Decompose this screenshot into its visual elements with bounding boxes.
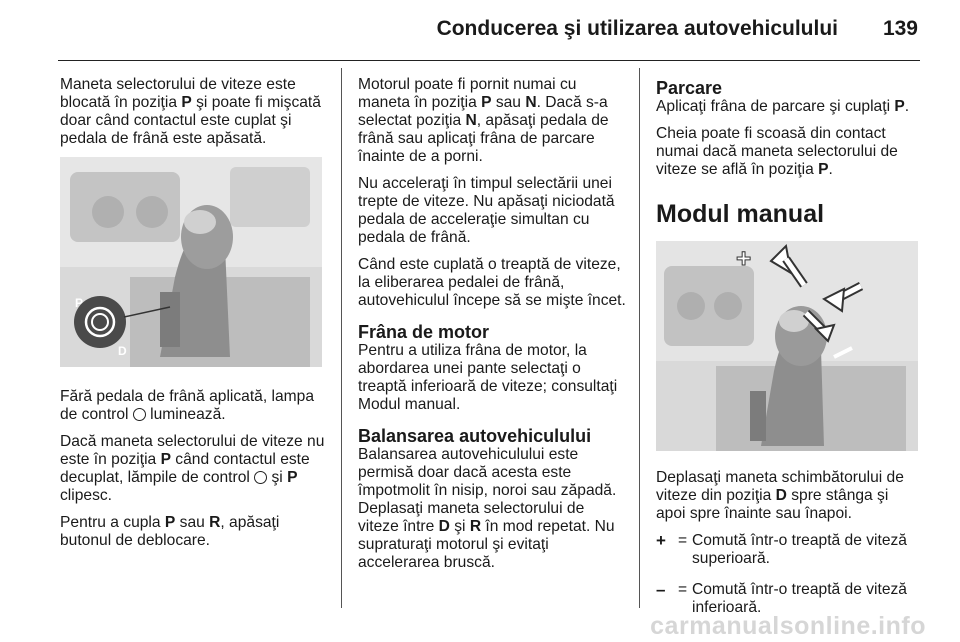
brake-warning-icon [254,471,267,484]
paragraph-control-lamp: Fără pedala de frână aplicată, lampa de control luminează. [60,388,314,423]
plus-icon: + [656,531,666,550]
manual-mode-illustration [656,241,918,451]
column-divider-1 [341,68,342,608]
figure-d-label: D [118,344,127,358]
heading-parking: Parcare [656,78,723,98]
legend-downshift: – = Comută într-o treaptă de viteză inferioară. [656,581,922,617]
paragraph-release-button: Pentru a cupla P sau R, apăsaţi butonul de deblocare. [60,514,280,549]
figure-p-label: P [75,296,84,310]
paragraph-lamps-flash: Dacă maneta selectorului de viteze nu este în poziţia P când contactul este decuplat, lămpile de control şi P clipesc. [60,433,325,504]
column-2 [358,76,626,581]
gear-selector-figure [60,157,322,367]
paragraph-engine-start: Motorul poate fi pornit numai cu maneta în poziţia P sau N. Dacă s-a selectat poziţia N, apăsaţi pedala de frână sau aplicaţi frâna de parcare înainte de a porni. [358,76,609,165]
header-divider [58,60,920,61]
page-number: 139 [882,17,918,40]
manual-mode-figure [656,241,918,451]
watermark: carmanualsonline.info [650,612,926,640]
heading-rocking: Balansarea autovehiculului [358,426,592,446]
paragraph-no-accelerate: Nu acceleraţi în timpul selectării unei trepte de viteze. Nu apăsaţi niciodată pedala de acceleraţie simultan cu pedala de frână. [358,175,615,246]
paragraph-manual-mode: Deplasaţi maneta schimbătorului de viteze din poziţia D spre stânga şi apoi spre înainte sau înapoi. [656,469,904,522]
paragraph-lever-locked: Maneta selectorului de viteze este blocată în poziţia P şi poate fi mişcată doar când contactul este cuplat şi pedala de frână este apăsată. [60,76,321,147]
column-divider-2 [639,68,640,608]
page-header [0,0,960,60]
legend-upshift: + = Comută într-o treaptă de viteză superioară. [656,532,922,568]
minus-icon: – [656,580,666,599]
column-3 [656,76,922,630]
paragraph-key-removal: Cheia poate fi scoasă din contact numai dacă maneta selectorului de viteze se află în poziţia P. [656,125,898,178]
heading-engine-brake: Frâna de motor [358,322,490,342]
header-title: Conducerea şi utilizarea autovehiculului [436,17,838,40]
downshift-description: Comută într-o treaptă de viteză inferioară. [692,581,907,616]
figure-plus-symbol: + [736,243,752,273]
paragraph-rocking: Balansarea autovehiculului este permisă doar dacă acesta este împotmolit în nisip, noroi sau zăpadă. Deplasaţi maneta selectorului de viteze între D şi R în mod repetat. Nu supraturaţi motorul şi evitaţi accelerarea bruscă. [358,446,617,571]
paragraph-engine-brake: Pentru a utiliza frâna de motor, la abordarea unei pante selectaţi o treaptă inferioară de viteze; consultaţi Modul manual. [358,342,618,413]
gear-selector-illustration [60,157,322,367]
column-1 [60,76,328,559]
upshift-description: Comută într-o treaptă de viteză superioară. [692,532,907,567]
brake-warning-icon [133,408,146,421]
paragraph-creep: Când este cuplată o treaptă de viteze, la eliberarea pedalei de frână, autovehiculul începe să se mişte încet. [358,256,626,309]
paragraph-parking: Aplicaţi frâna de parcare şi cuplaţi P. [656,98,910,115]
heading-manual-mode: Modul manual [656,200,825,228]
